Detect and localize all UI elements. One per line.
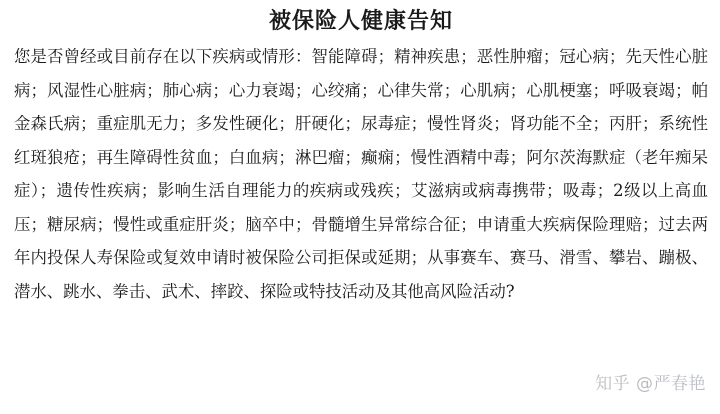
- document-title: 被保险人健康告知: [268, 8, 453, 34]
- disclosure-paragraph: 您是否曾经或目前存在以下疾病或情形：智能障碍；精神疾患；恶性肿瘤；冠心病；先天性心脏病；风湿性心脏病；肺心病；心力衰竭；心绞痛；心律失常；心肌病；心肌梗塞；呼吸衰竭；帕金森氏病；重症肌无力；多发性硬化；肝硬化；尿毒症；慢性肾炎；肾功能不全；丙肝；系统性红斑狼疮；再生障碍性贫血；白血病；淋巴瘤；癫痫；慢性酒精中毒；阿尔茨海默症（老年痴呆症）；遗传性疾病；影响生活自理能力的疾病或残疾；艾滋病或病毒携带；吸毒；2级以上高血压；糖尿病；慢性或重症肝炎；脑卒中；骨髓增生异常综合征；申请重大疾病保险理赔；过去两年内投保人寿保险或复效申请时被保险公司拒保或延期；从事赛车、赛马、滑雪、攀岩、蹦极、潜水、跳水、拳击、武术、摔跤、探险或特技活动及其他高风险活动?: [14, 47, 708, 301]
- source-watermark: 知乎 @严春艳: [595, 374, 706, 394]
